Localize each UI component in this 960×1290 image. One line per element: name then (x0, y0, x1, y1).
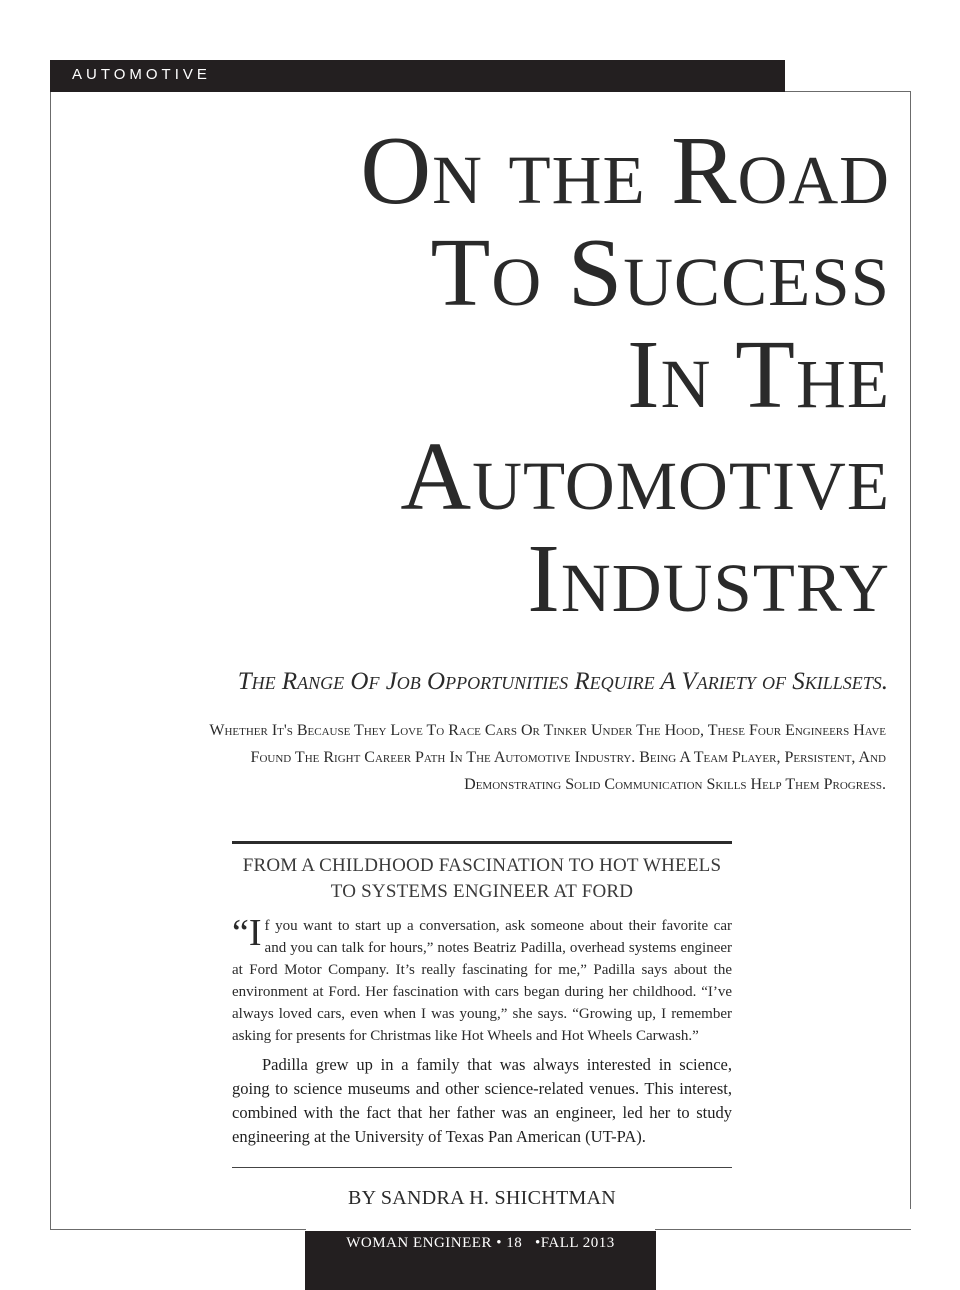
article-title (250, 117, 890, 633)
paragraph-text: f you want to start up a conversation, ask someone about their favorite car and you can talk for hours,” notes Beatriz Padilla, overhead systems engineer at Ford Motor Company. It’s really fascinating for me,” Padilla says about the environment at Ford. Her fascination with cars began during her childhood. “I’ve always loved cars, even when I was young,” she says. “Growing up, I remember asking for presents for Christmas like Hot Wheels and Hot Wheels Carwash.” (232, 918, 732, 1044)
section-bar (50, 60, 785, 92)
byline: BY SANDRA H. SHICHTMAN (347, 1187, 617, 1209)
section-heading (232, 853, 732, 905)
body-paragraph-2: Padilla grew up in a family that was always interested in science, going to science museums and other science-related venues. This interest, combined with the fact that her father was an engineer, led her to study engineering at the University of Texas Pan American (UT-PA). (232, 1055, 732, 1146)
frame-border-right (910, 91, 911, 1209)
body-paragraph-1 (232, 912, 732, 1047)
dek-line: Whether It's Because They Love To Race Cars Or Tinker Under The Hood, These Four Engineers Have (209, 722, 886, 739)
section-heading-line: FROM A CHILDHOOD FASCINATION TO HOT WHEELS (242, 855, 722, 876)
frame-border-bottom-left (50, 1229, 306, 1230)
bottom-rule (232, 1167, 732, 1168)
dek-line: Demonstrating Solid Communication Skills Help Them Progress. (464, 776, 886, 793)
title-line: In The (626, 321, 890, 429)
title-line: To Success (430, 219, 890, 327)
frame-border-top (785, 91, 911, 92)
article-subtitle: The Range Of Job Opportunities Require A Variety of Skillsets. (237, 668, 888, 695)
title-line: Automotive (400, 423, 890, 531)
section-heading-line: TO SYSTEMS ENGINEER AT FORD (330, 881, 634, 902)
section-label: AUTOMOTIVE (72, 66, 211, 83)
footer-bar (305, 1231, 656, 1290)
title-line: Industry (527, 525, 890, 633)
title-line: On the Road (360, 117, 890, 225)
frame-border-bottom-right (655, 1229, 911, 1230)
article-dek (66, 717, 886, 798)
top-rule (232, 841, 732, 844)
footer-text: WOMAN ENGINEER • 18 •FALL 2013 (346, 1235, 615, 1251)
dek-line: Found The Right Career Path In The Automotive Industry. Being A Team Player, Persistent, And (250, 749, 886, 766)
frame-border-left (50, 92, 51, 1230)
drop-cap: “I (232, 912, 262, 954)
